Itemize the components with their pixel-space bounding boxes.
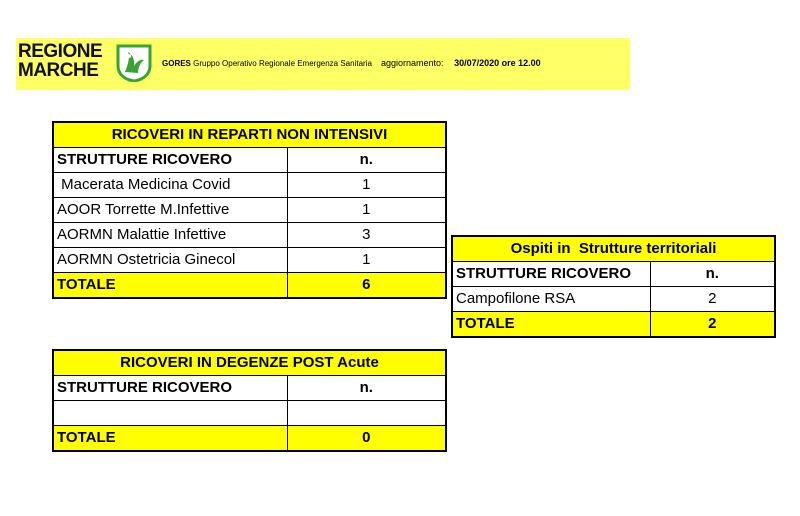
row-structure: AOOR Torrette M.Infettive xyxy=(53,198,287,223)
row-count: 1 xyxy=(287,198,446,223)
gores-label xyxy=(162,59,372,68)
total-label: TOTALE xyxy=(53,273,287,299)
table-row xyxy=(53,223,446,248)
row-structure: AORMN Ostetricia Ginecol xyxy=(53,248,287,273)
column-header-structure: STRUTTURE RICOVERO xyxy=(452,262,650,287)
row-count: 1 xyxy=(287,173,446,198)
header-banner xyxy=(16,38,630,90)
total-label: TOTALE xyxy=(452,312,650,338)
row-structure xyxy=(53,401,287,426)
gores-acronym: GORES xyxy=(162,59,191,68)
table-non-intensive xyxy=(52,121,447,299)
row-count: 2 xyxy=(650,287,775,312)
table-post-acute xyxy=(52,349,447,452)
column-header-structure: STRUTTURE RICOVERO xyxy=(53,376,287,401)
total-label: TOTALE xyxy=(53,426,287,452)
total-value: 6 xyxy=(287,273,446,299)
total-row xyxy=(452,312,775,338)
marche-emblem-icon xyxy=(116,44,152,82)
row-structure: Macerata Medicina Covid xyxy=(53,173,287,198)
total-value: 2 xyxy=(650,312,775,338)
row-structure: AORMN Malattie Infettive xyxy=(53,223,287,248)
update-info xyxy=(381,58,541,68)
table-row xyxy=(452,287,775,312)
row-count xyxy=(287,401,446,426)
table-title: Ospiti in Strutture territoriali xyxy=(452,236,775,262)
row-structure: Campofilone RSA xyxy=(452,287,650,312)
update-value: 30/07/2020 ore 12.00 xyxy=(454,58,541,68)
table-title: RICOVERI IN DEGENZE POST Acute xyxy=(53,350,446,376)
table-territorial xyxy=(451,235,776,338)
update-label: aggiornamento: xyxy=(381,58,444,68)
table-row xyxy=(53,248,446,273)
total-value: 0 xyxy=(287,426,446,452)
total-row xyxy=(53,426,446,452)
table-title: RICOVERI IN REPARTI NON INTENSIVI xyxy=(53,122,446,148)
gores-full-name: Gruppo Operativo Regionale Emergenza Sanitaria xyxy=(193,59,372,68)
table-row xyxy=(53,173,446,198)
logo-text xyxy=(18,42,102,80)
column-header-n: n. xyxy=(650,262,775,287)
logo-line1: REGIONE xyxy=(18,41,103,62)
column-header-structure: STRUTTURE RICOVERO xyxy=(53,148,287,173)
table-row xyxy=(53,198,446,223)
row-count: 3 xyxy=(287,223,446,248)
regione-marche-logo xyxy=(18,42,154,86)
total-row xyxy=(53,273,446,299)
logo-line2: MARCHE xyxy=(18,60,99,81)
column-header-n: n. xyxy=(287,148,446,173)
table-row xyxy=(53,401,446,426)
row-count: 1 xyxy=(287,248,446,273)
column-header-n: n. xyxy=(287,376,446,401)
